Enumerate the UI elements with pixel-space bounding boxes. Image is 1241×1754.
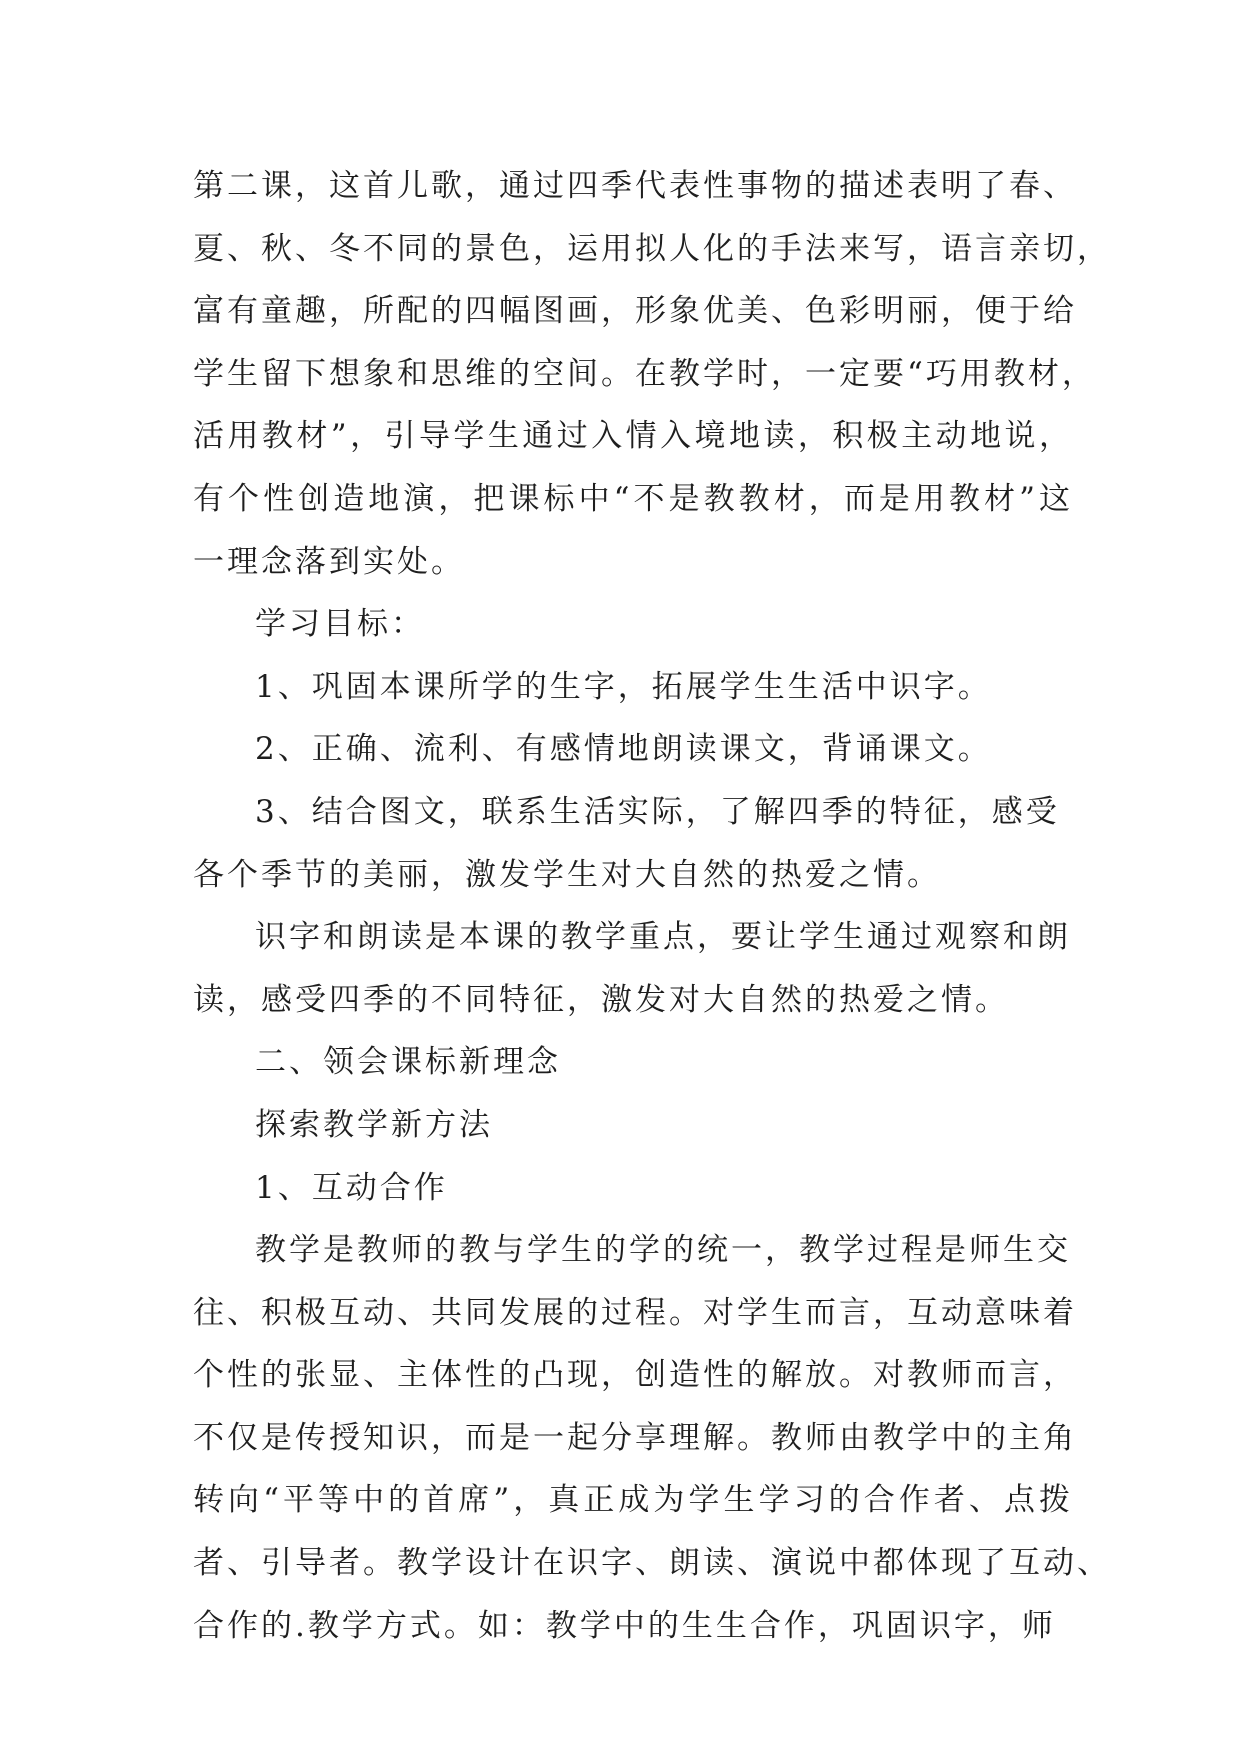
text-line: 识字和朗读是本课的教学重点，要让学生通过观察和朗 xyxy=(255,919,1071,956)
text-line: 有个性创造地演，把课标中“不是教教材，而是用教材”这 xyxy=(193,480,1073,517)
text-line: 合作的.教学方式。如：教学中的生生合作，巩固识字，师 xyxy=(193,1607,1056,1644)
text-line: 活用教材”，引导学生通过入情入境地读，积极主动地说， xyxy=(193,418,1073,455)
text-line: 转向“平等中的首席”，真正成为学生学习的合作者、点拨 xyxy=(193,1482,1073,1519)
section-heading: 学习目标： xyxy=(255,606,425,643)
text-line: 一理念落到实处。 xyxy=(193,543,465,580)
text-line: 者、引导者。教学设计在识字、朗读、演说中都体现了互动、 xyxy=(193,1545,1111,1582)
section-heading: 1、互动合作 xyxy=(255,1169,448,1206)
text-line: 读，感受四季的不同特征，激发对大自然的热爱之情。 xyxy=(193,981,1009,1018)
text-line: 学生留下想象和思维的空间。在教学时，一定要“巧用教材， xyxy=(193,355,1096,392)
document-body xyxy=(193,155,1111,1657)
text-line: 夏、秋、冬不同的景色，运用拟人化的手法来写，语言亲切， xyxy=(193,230,1111,267)
text-line: 往、积极互动、共同发展的过程。对学生而言，互动意味着 xyxy=(193,1294,1077,1331)
text-line: 个性的张显、主体性的凸现，创造性的解放。对教师而言， xyxy=(193,1357,1077,1394)
section-heading: 二、领会课标新理念 xyxy=(255,1044,561,1081)
text-line: 不仅是传授知识，而是一起分享理解。教师由教学中的主角 xyxy=(193,1419,1077,1456)
text-line: 富有童趣，所配的四幅图画，形象优美、色彩明丽，便于给 xyxy=(193,293,1077,330)
list-item: 1、巩固本课所学的生字，拓展学生生活中识字。 xyxy=(255,668,992,705)
text-line: 各个季节的美丽，激发学生对大自然的热爱之情。 xyxy=(193,856,941,893)
section-heading: 探索教学新方法 xyxy=(255,1106,493,1143)
text-line: 第二课，这首儿歌，通过四季代表性事物的描述表明了春、 xyxy=(193,168,1077,204)
list-item: 3、结合图文，联系生活实际，了解四季的特征，感受 xyxy=(255,793,1060,830)
list-item: 2、正确、流利、有感情地朗读课文，背诵课文。 xyxy=(255,731,992,768)
text-line: 教学是教师的教与学生的学的统一，教学过程是师生交 xyxy=(255,1232,1071,1269)
